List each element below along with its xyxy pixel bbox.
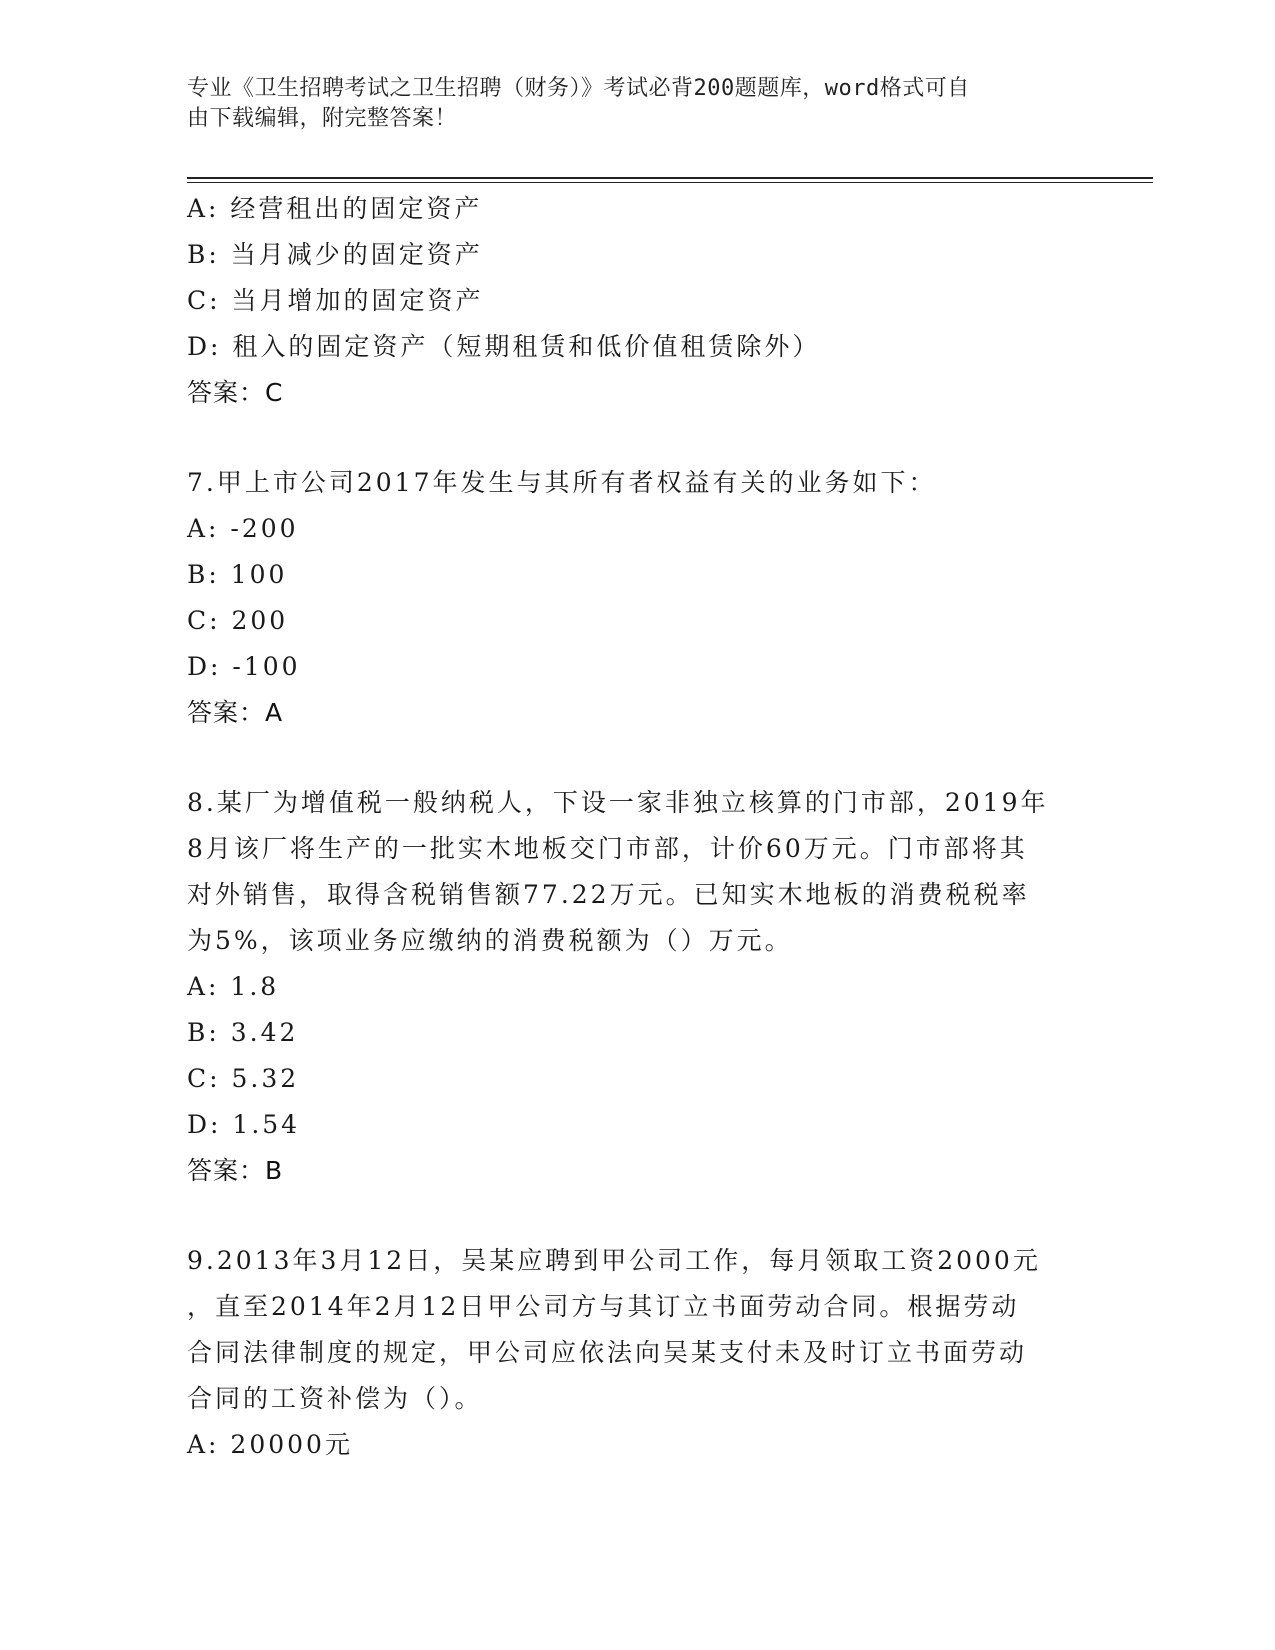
question-text-line: 合同法律制度的规定，甲公司应依法向吴某支付未及时订立书面劳动 [187, 1338, 1028, 1367]
spacer [187, 416, 1067, 460]
question-text-line: ，直至2014年2月12日甲公司方与其订立书面劳动合同。根据劳动 [187, 1292, 1020, 1321]
question-7 [187, 460, 1067, 736]
option-c: C: 5.32 [187, 1064, 300, 1093]
question-content [187, 186, 1067, 1468]
option-a: A: 1.8 [187, 972, 280, 1001]
option-b: B: 3.42 [187, 1018, 299, 1047]
header-line-1: 专业《卫生招聘考试之卫生招聘（财务）》考试必背200题题库，word格式可自 [187, 76, 970, 101]
answer-line: 答案：A [187, 698, 284, 727]
option-d: D: 1.54 [187, 1110, 301, 1139]
question-text-line: 为5%，该项业务应缴纳的消费税额为（）万元。 [187, 926, 793, 955]
header-rule-thin [187, 182, 1153, 183]
option-a: A: 经营租出的固定资产 [187, 194, 483, 223]
header-rule-thick [187, 177, 1153, 179]
option-d: D: -100 [187, 652, 301, 681]
spacer [187, 1194, 1067, 1238]
option-b: B: 100 [187, 560, 288, 589]
question-text-line: 8.某厂为增值税一般纳税人，下设一家非独立核算的门市部，2019年 [187, 788, 1049, 817]
spacer [187, 736, 1067, 780]
header-line-2: 由下载编辑，附完整答案！ [187, 106, 458, 131]
option-c: C: 200 [187, 606, 289, 635]
answer-line: 答案：C [187, 378, 284, 407]
question-text-line: 8月该厂将生产的一批实木地板交门市部，计价60万元。门市部将其 [187, 834, 1028, 863]
answer-line: 答案：B [187, 1156, 284, 1185]
question-9 [187, 1238, 1067, 1468]
option-d: D: 租入的固定资产（短期租赁和低价值租赁除外） [187, 332, 821, 361]
question-8 [187, 780, 1067, 1194]
option-a: A: 20000元 [187, 1430, 353, 1459]
option-a: A: -200 [187, 514, 299, 543]
question-text-line: 合同的工资补偿为（）。 [187, 1384, 483, 1413]
question-6 [187, 186, 1067, 416]
option-c: C: 当月增加的固定资产 [187, 286, 484, 315]
question-text-line: 9.2013年3月12日，吴某应聘到甲公司工作，每月领取工资2000元 [187, 1246, 1041, 1275]
option-b: B: 当月减少的固定资产 [187, 240, 483, 269]
question-text-line: 对外销售，取得含税销售额77.22万元。已知实木地板的消费税税率 [187, 880, 1030, 909]
document-header [187, 74, 1067, 134]
question-text-line: 7.甲上市公司2017年发生与其所有者权益有关的业务如下： [187, 468, 937, 497]
